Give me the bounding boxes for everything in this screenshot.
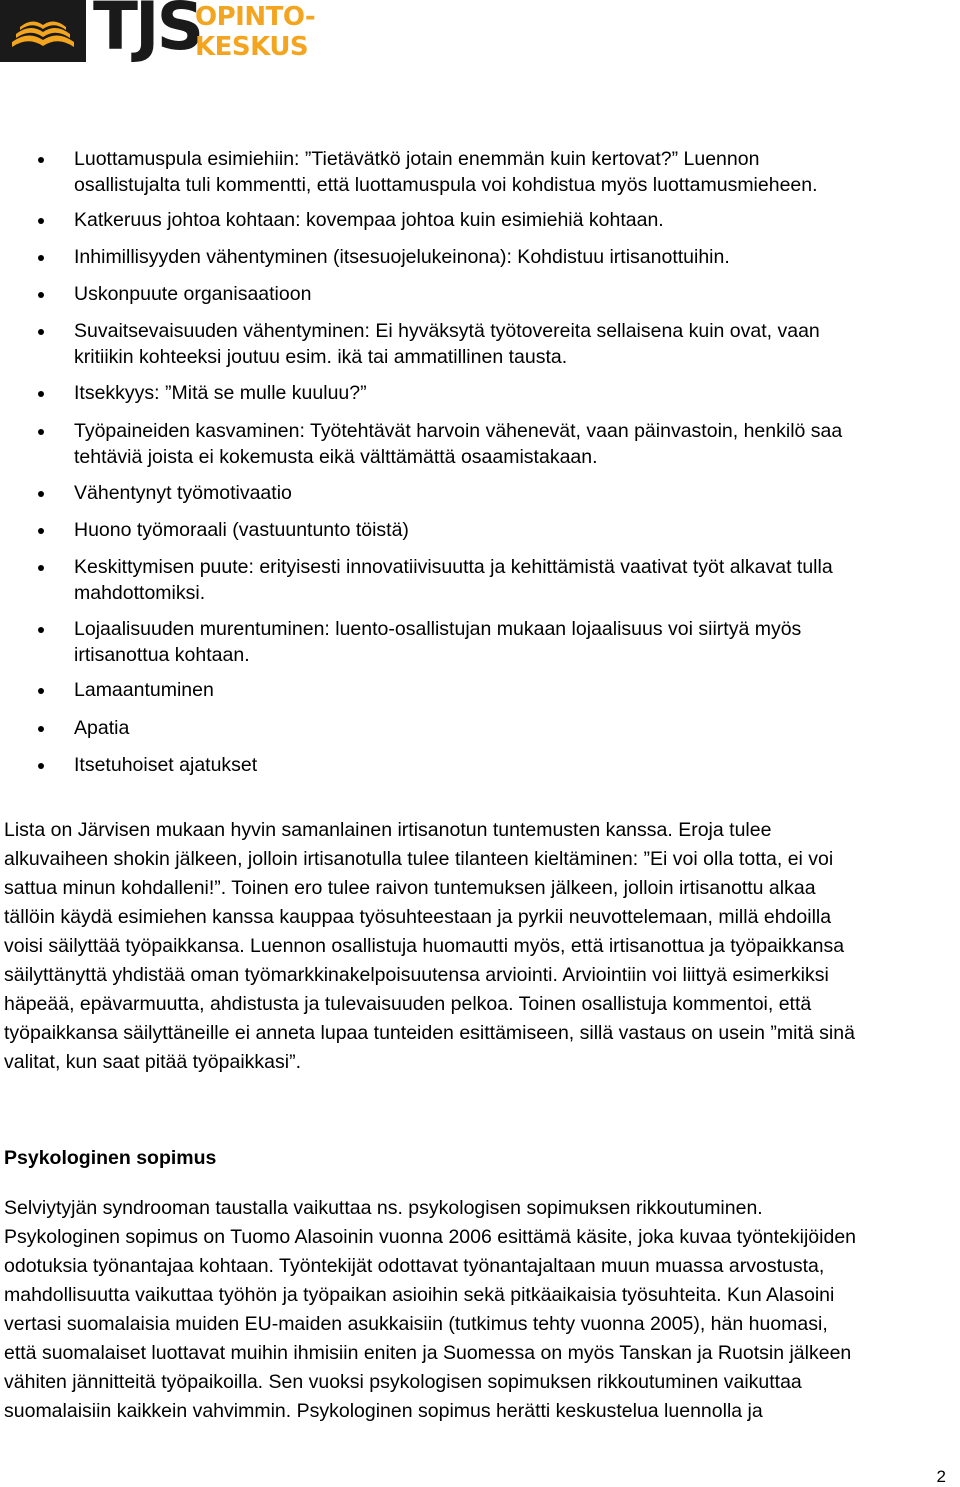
bullet-icon [38,429,44,435]
logo-tjs-text: TJS [93,0,202,65]
logo-subtitle [195,2,315,62]
bullet-icon [38,491,44,497]
section-heading: Psykologinen sopimus [4,1147,217,1169]
bullet-icon [38,688,44,694]
bullet-icon [38,726,44,732]
body-paragraph: Lista on Järvisen mukaan hyvin samanlainen irtisanotun tuntemusten kanssa. Eroja tulee alkuvaiheen shokin jälkeen, jolloin irtisanotulla tulee tilanteen kieltäminen: ”Ei voi olla totta, ei voi sattua minun kohdalleni!”. Toinen ero tulee raivon tuntemuksen jälkeen, jolloin irtisanottu alkaa tällöin käydä esimiehen kanssa kauppaa työsuhteestaan ja pyrkii neuvottelemaan, millä ehdoilla voisi säilyttää työpaikkansa. Luennon osallistuja huomautti myös, että irtisanottua ja työpaikkansa säilyttänyttä yhdistää oman työmarkkinakelpoisuutensa arviointi. Arviointiin voi liittyä esimerkiksi häpeää, epävarmuutta, ahdistusta ja tulevaisuuden pelkoa. Toinen osallistuja kommentoi, että työpaikkansa säilyttäneille ei anneta lupaa tunteiden esittämiseen, sillä vastaus on usein ”mitä sinä valitat, kun saat pitää työpaikkasi”. [4,819,855,1073]
logo-subtitle-line2: KESKUS [195,32,309,62]
list-item-text: Huono työmoraali (vastuuntunto töistä) [74,519,409,541]
bullet-icon [38,627,44,633]
page-number: 2 [936,1467,946,1486]
bullet-icon [38,528,44,534]
bullet-icon [38,157,44,163]
bullet-icon [38,292,44,298]
body-paragraph: Selviytyjän syndrooman taustalla vaikuttaa ns. psykologisen sopimuksen rikkoutuminen. Psykologinen sopimus on Tuomo Alasoinin vuonna 2006 esittämä käsite, joka kuvaa työntekijöiden odotuksia työnantajaa kohtaan. Työntekijät odottavat työnantajaltaan muun muassa arvostusta, mahdollisuutta vaikuttaa työhön ja työpaikan asioihin sekä pitkäaikaisia työsuhteita. Kun Alasoini vertasi suomalaisia muiden EU-maiden asukkaisiin (tutkimus tehty vuonna 2005), hän huomasi, että suomalaiset luottavat muihin ihmisiin eniten ja Suomessa on myös Tanskan ja Ruotsin jälkeen vähiten jännitteitä työpaikoilla. Sen vuoksi psykologisen sopimuksen rikkoutuminen vaikuttaa suomalaisiin kaikkein vahvimmin. Psykologinen sopimus herätti keskustelua luennolla ja [4,1197,857,1422]
list-item-text: Itsetuhoiset ajatukset [74,754,258,776]
list-item-text: Suvaitsevaisuuden vähentyminen: Ei hyväksytä työtovereita sellaisena kuin ovat, vaan kritiikin kohteeksi joutuu esim. ikä tai ammatillinen tausta. [74,320,820,368]
list-item-text: Uskonpuute organisaatioon [74,283,312,305]
bullet-icon [38,255,44,261]
bullet-icon [38,329,44,335]
bullet-icon [38,218,44,224]
list-item-text: Itsekkyys: ”Mitä se mulle kuuluu?” [74,382,367,404]
list-item-text: Lamaantuminen [74,679,214,701]
list-item-text: Luottamuspula esimiehiin: ”Tietävätkö jotain enemmän kuin kertovat?” Luennon osallistujalta tuli kommentti, että luottamuspula voi kohdistua myös luottamusmieheen. [74,148,818,196]
list-item-text: Työpaineiden kasvaminen: Työtehtävät harvoin vähenevät, vaan päinvastoin, henkilö saa tehtäviä joista ei kokemusta eikä välttämättä osaamistakaan. [74,420,843,468]
list-item-text: Katkeruus johtoa kohtaan: kovempaa johtoa kuin esimiehiä kohtaan. [74,209,664,231]
bullet-icon [38,565,44,571]
list-item-text: Vähentynyt työmotivaatio [74,482,292,504]
list-item-text: Lojaalisuuden murentuminen: luento-osallistujan mukaan lojaalisuus voi siirtyä myös irtisanottua kohtaan. [74,618,802,666]
list-item-text: Apatia [74,717,130,739]
list-item-text: Inhimillisyyden vähentyminen (itsesuojelukeinona): Kohdistuu irtisanottuihin. [74,246,730,268]
list-item-text: Keskittymisen puute: erityisesti innovatiivisuutta ja kehittämistä vaativat työt alkavat tulla mahdottomiksi. [74,556,833,604]
logo-subtitle-line1: OPINTO- [195,2,316,32]
bullet-icon [38,763,44,769]
book-logo-icon [0,0,86,62]
bullet-icon [38,391,44,397]
